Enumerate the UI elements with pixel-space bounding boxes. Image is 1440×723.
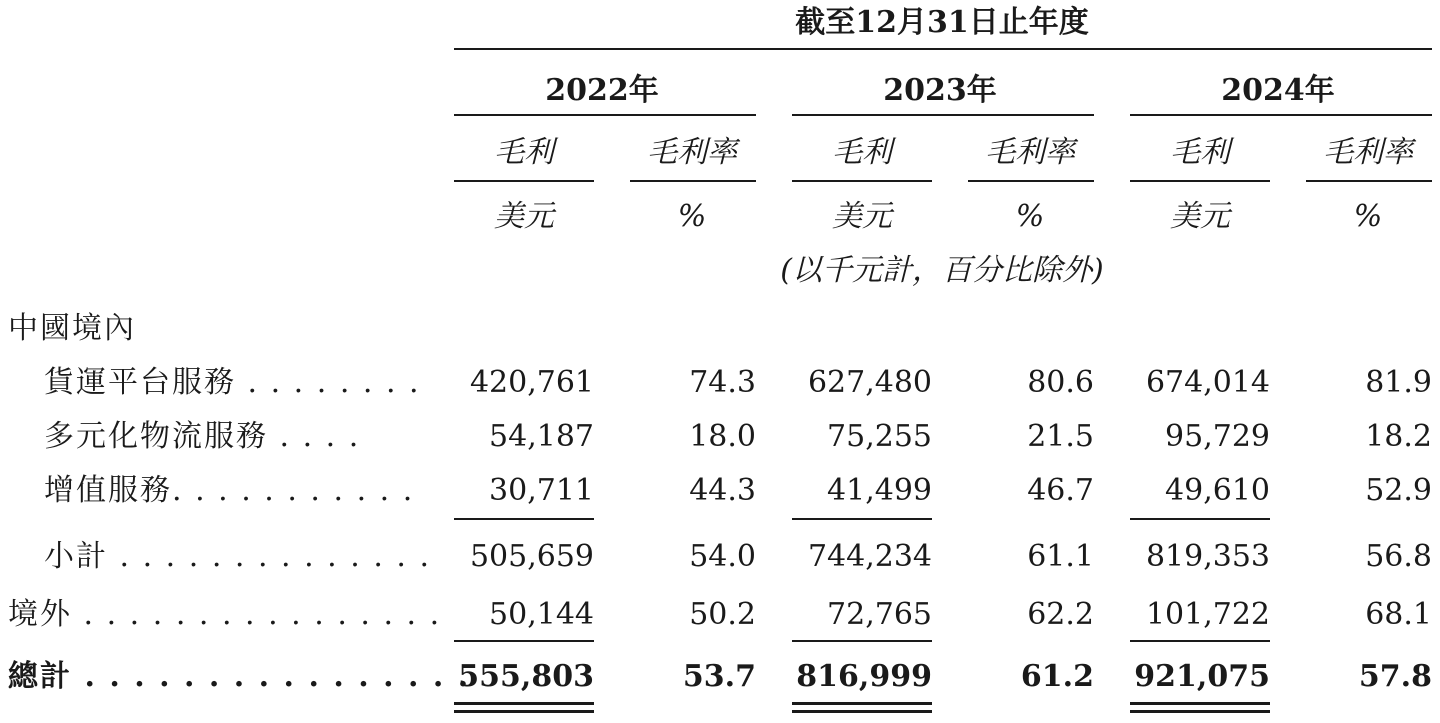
col-head-gross-profit-2023: 毛利 — [832, 135, 892, 170]
cell-total: 555,803 — [458, 659, 594, 694]
cell: 101,722 — [1145, 597, 1270, 632]
col-head-margin-2022: 毛利率 — [647, 135, 737, 170]
unit-note: (以千元計，百分比除外) — [780, 253, 1104, 288]
cell-total: 53.7 — [682, 659, 756, 694]
cell: 30,711 — [489, 473, 594, 508]
cell: 61.1 — [1027, 539, 1094, 574]
cell: 80.6 — [1027, 365, 1094, 400]
cell: 52.9 — [1365, 473, 1432, 508]
cell: 819,353 — [1145, 539, 1270, 574]
cell: 56.8 — [1365, 539, 1432, 574]
double-underline — [1130, 702, 1270, 705]
cell: 420,761 — [469, 365, 594, 400]
unit-pct-2023: % — [1015, 199, 1045, 234]
col-head-gross-profit-2024: 毛利 — [1170, 135, 1230, 170]
subtotal-rule — [454, 518, 594, 520]
cell-total: 921,075 — [1134, 659, 1270, 694]
cell: 18.2 — [1365, 419, 1432, 454]
cell-total: 57.8 — [1358, 659, 1432, 694]
cell-total: 816,999 — [796, 659, 932, 694]
subtotal-rule — [792, 518, 932, 520]
unit-usd-2023: 美元 — [832, 199, 892, 234]
year-rule-2023 — [792, 114, 1094, 116]
double-underline — [454, 702, 594, 705]
cell: 627,480 — [807, 365, 932, 400]
double-underline — [454, 710, 594, 713]
cell: 744,234 — [807, 539, 932, 574]
cell: 81.9 — [1365, 365, 1432, 400]
cell: 46.7 — [1027, 473, 1094, 508]
col-rule — [1130, 180, 1270, 182]
unit-usd-2024: 美元 — [1170, 199, 1230, 234]
cell: 41,499 — [827, 473, 932, 508]
year-rule-2022 — [454, 114, 756, 116]
col-rule — [630, 180, 756, 182]
year-2022: 2022年 — [545, 73, 659, 108]
col-head-margin-2024: 毛利率 — [1323, 135, 1413, 170]
cell: 505,659 — [469, 539, 594, 574]
total-rule — [792, 640, 932, 642]
cell: 50.2 — [689, 597, 756, 632]
row-label-total: 總計 . . . . . . . . . . . . . . . . — [8, 659, 471, 694]
period-title: 截至12月31日止年度 — [795, 5, 1089, 40]
row-label-diversified-logistics: 多元化物流服務 . . . . — [44, 419, 361, 454]
unit-pct-2024: % — [1353, 199, 1383, 234]
row-label-overseas: 境外 . . . . . . . . . . . . . . . . — [8, 597, 442, 632]
row-label-mainland-china: 中國境內 — [8, 311, 136, 346]
col-head-margin-2023: 毛利率 — [985, 135, 1075, 170]
cell: 95,729 — [1165, 419, 1270, 454]
total-rule — [454, 640, 594, 642]
subtotal-rule — [1130, 518, 1270, 520]
cell: 674,014 — [1145, 365, 1270, 400]
year-2023: 2023年 — [883, 73, 997, 108]
cell: 74.3 — [689, 365, 756, 400]
cell: 50,144 — [489, 597, 594, 632]
double-underline — [792, 702, 932, 705]
unit-usd-2022: 美元 — [494, 199, 554, 234]
cell-total: 61.2 — [1020, 659, 1094, 694]
col-rule — [1306, 180, 1432, 182]
col-rule — [454, 180, 594, 182]
cell: 68.1 — [1365, 597, 1432, 632]
cell: 62.2 — [1027, 597, 1094, 632]
cell: 72,765 — [827, 597, 932, 632]
col-rule — [968, 180, 1094, 182]
col-rule — [792, 180, 932, 182]
cell: 44.3 — [689, 473, 756, 508]
double-underline — [1130, 710, 1270, 713]
cell: 21.5 — [1027, 419, 1094, 454]
cell: 18.0 — [689, 419, 756, 454]
double-underline — [792, 710, 932, 713]
cell: 54.0 — [689, 539, 756, 574]
col-head-gross-profit-2022: 毛利 — [494, 135, 554, 170]
header-rule — [454, 48, 1432, 50]
total-rule — [1130, 640, 1270, 642]
year-rule-2024 — [1130, 114, 1432, 116]
year-2024: 2024年 — [1221, 73, 1335, 108]
cell: 49,610 — [1165, 473, 1270, 508]
row-label-subtotal: 小計 . . . . . . . . . . . . . . — [44, 539, 432, 574]
cell: 75,255 — [827, 419, 932, 454]
cell: 54,187 — [489, 419, 594, 454]
row-label-value-added: 增值服務. . . . . . . . . . . — [44, 473, 415, 508]
unit-pct-2022: % — [677, 199, 707, 234]
row-label-freight-platform: 貨運平台服務 . . . . . . . . — [44, 365, 421, 400]
